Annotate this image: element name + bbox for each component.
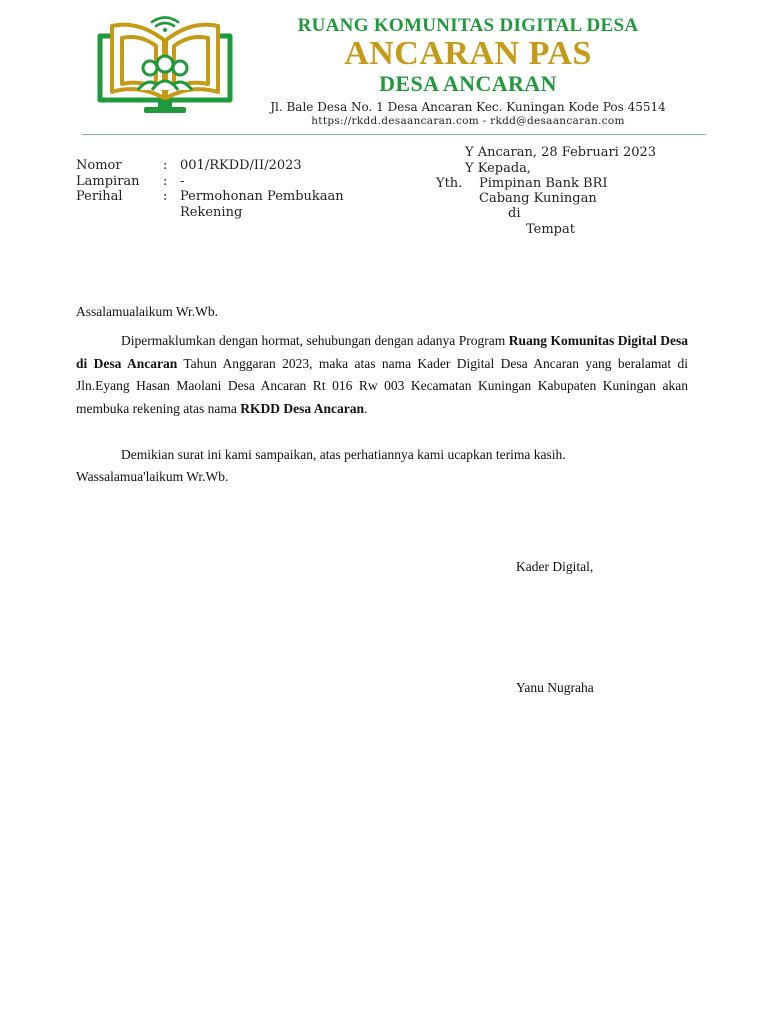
recipient-name: Pimpinan Bank BRI [479,176,608,191]
perihal-value-line1: Permohonan Pembukaan [180,189,344,204]
recipient-place: Tempat [526,222,575,237]
org-name-line3: DESA ANCARAN [379,71,557,96]
signature-role: Kader Digital, [516,559,594,574]
p1-program-name: Ruang Komunitas Digital Desa di Desa Ancaran [76,333,688,371]
rkdd-logo [92,14,238,120]
greeting: Assalamualaikum Wr.Wb. [76,304,219,319]
org-address: Jl. Bale Desa No. 1 Desa Ancaran Kec. Kuningan Kode Pos 45514 [270,100,666,114]
signature-name: Yanu Nugraha [516,680,594,695]
kepada-line: Y Kepada, [465,161,532,176]
perihal-colon: : [163,189,168,204]
lampiran-colon: : [163,174,168,189]
recipient-di: di [508,206,521,221]
closing-greeting: Wassalamua'laikum Wr.Wb. [76,469,229,484]
letterhead-divider [82,134,706,135]
p1-account-name: RKDD Desa Ancaran [240,400,364,416]
lampiran-value: - [180,174,185,189]
p1-text-a: Dipermaklumkan dengan hormat, sehubungan dengan adanya Program [121,333,509,348]
org-name-line1: RUANG KOMUNITAS DIGITAL DESA [297,15,639,36]
lampiran-label: Lampiran [76,174,140,189]
letter-date: Y Ancaran, 28 Februari 2023 [465,145,657,160]
p1-text-e: . [363,400,368,416]
perihal-label: Perihal [76,189,123,204]
nomor-colon: : [163,158,168,173]
nomor-value: 001/RKDD/II/2023 [180,158,302,173]
wifi-icon [152,18,178,33]
body-paragraph-2: Demikian surat ini kami sampaikan, atas perhatiannya kami ucapkan terima kasih. [121,447,566,462]
people-icon [138,56,192,90]
yth-label: Yth. [436,176,463,191]
body-paragraph-1 [76,330,688,420]
org-web-email: https://rkdd.desaancaran.com - rkdd@desaancaran.com [311,115,625,127]
perihal-value-line2: Rekening [180,205,243,220]
nomor-label: Nomor [76,158,122,173]
p1-text-c: Tahun Anggaran 2023, maka atas nama Kader Digital Desa Ancaran yang beralamat di Jln.Eyang Hasan Maolani Desa Ancaran Rt 016 Rw 003 Kecamatan Kuningan Kabupaten Kuningan akan membuka rekening atas nama [76,355,689,416]
org-name-line2: ANCARAN PAS [344,35,592,72]
recipient-branch: Cabang Kuningan [479,191,597,206]
